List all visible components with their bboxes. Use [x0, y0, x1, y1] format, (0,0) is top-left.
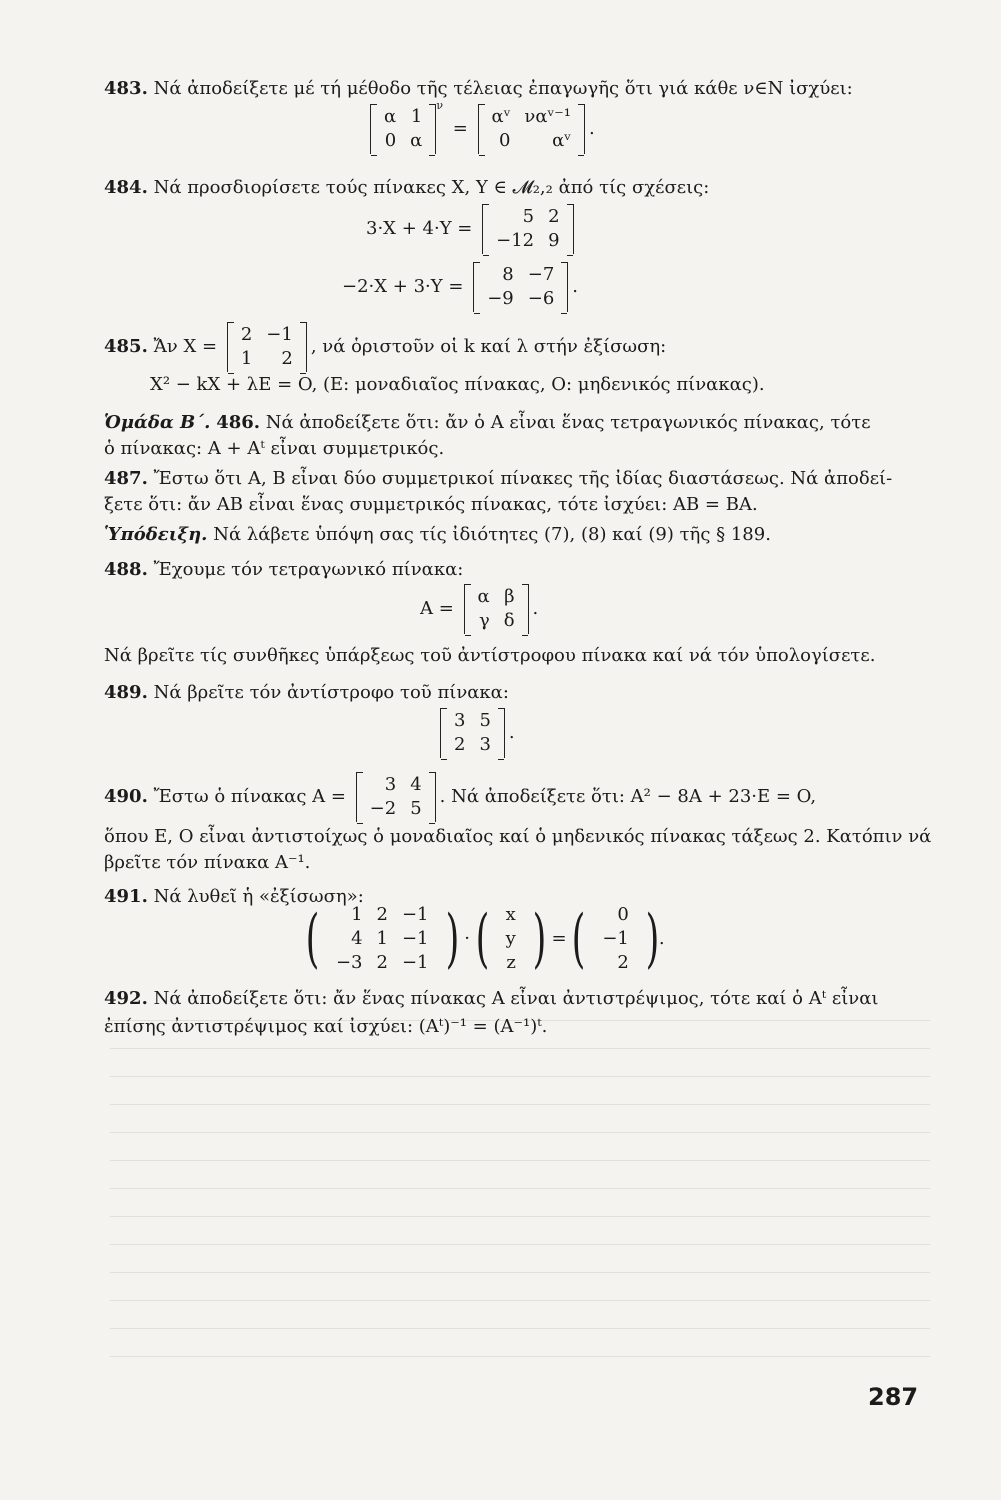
cell: −1: [401, 952, 429, 973]
cell: 2: [376, 904, 388, 925]
cell: 5: [522, 206, 535, 227]
exercise-484: [104, 175, 912, 201]
cell: −7: [527, 264, 555, 285]
hint-text: Νά λάβετε ὑπόψη σας τίς ἰδιότητες (7), (8) καί (9) τῆς § 189.: [213, 524, 771, 545]
equation-488: A = α β γ δ .: [420, 584, 538, 634]
exercise-number: 492.: [104, 988, 148, 1009]
cell: β: [504, 586, 515, 607]
cell: 2: [376, 952, 388, 973]
exercise-485-line2: X² − kX + λE = O, (E: μοναδιαῖος πίνακας, O: μηδενικός πίνακας).: [150, 374, 765, 395]
cell: 0: [384, 130, 397, 151]
cell: −1: [401, 928, 429, 949]
cell: −2: [369, 798, 397, 819]
exercise-text: Ἔχουμε τόν τετραγωνικό πίνακα:: [153, 559, 464, 580]
exercise-text: Νά προσδιορίσετε τούς πίνακες X, Y ∈ 𝓜₂,₂ ἀπό τίς σχέσεις:: [153, 177, 710, 198]
cell: α: [477, 586, 490, 607]
equals-sign: =: [551, 928, 567, 949]
equals-sign: =: [452, 118, 474, 139]
paren-left: (: [571, 902, 586, 976]
exercise-483: [104, 76, 912, 102]
matrix: [323, 902, 442, 976]
hint: [104, 522, 912, 548]
paren-left: (: [475, 902, 490, 976]
cell: 2: [454, 734, 466, 755]
cell: 1: [351, 904, 363, 925]
exercise-text: Ἔστω ὅτι A, B εἶναι δύο συμμετρικοί πίνακες τῆς ἰδίας διαστάσεως. Νά ἀποδεί-: [153, 468, 893, 489]
show-through-text: [110, 1020, 930, 1380]
equation-484-1: [366, 204, 578, 254]
dot-operator: ·: [464, 928, 470, 949]
exercise-487: [104, 466, 912, 492]
exercise-text: Νά ἀποδείξετε μέ τή μέθοδο τῆς τέλειας ἐπαγωγῆς ὅτι γιά κάθε ν∈N ἰσχύει:: [153, 78, 853, 99]
exercise-number: 487.: [104, 468, 148, 489]
exercise-number: 483.: [104, 78, 148, 99]
cell: 2: [240, 324, 253, 345]
matrix-lhs: [370, 104, 436, 154]
cell: 5: [479, 710, 491, 731]
cell: 2: [281, 348, 293, 369]
equation-491: ( 1 2 −1 4 1 −1 −3 2 −1 ) · ( x y z ) = ( 0 −1 2 ).: [305, 902, 665, 976]
cell: 0: [617, 904, 629, 925]
exercise-number: 486.: [216, 412, 261, 433]
cell: 8: [502, 264, 514, 285]
cell: 2: [548, 206, 560, 227]
equation-lhs: A =: [420, 598, 454, 619]
exercise-text: Νά βρεῖτε τόν ἀντίστροφο τοῦ πίνακα:: [153, 682, 509, 703]
cell: 1: [376, 928, 388, 949]
exercise-488: [104, 557, 912, 583]
cell: αᵛ: [552, 130, 571, 151]
cell: γ: [478, 610, 490, 631]
cell: α: [410, 130, 423, 151]
exercise-492: [104, 986, 912, 1012]
exercise-text: Ἔστω ὁ πίνακας A =: [153, 786, 346, 807]
exercise-number: 485.: [104, 336, 148, 357]
exercise-492-line2: ἐπίσης ἀντιστρέψιμος καί ἰσχύει: (Aᵗ)⁻¹ = (A⁻¹)ᵗ.: [104, 1016, 548, 1037]
equation-lhs: 3·X + 4·Y =: [366, 218, 473, 239]
cell: 3: [384, 774, 397, 795]
cell: 4: [351, 928, 363, 949]
cell: 1: [240, 348, 253, 369]
exercise-text: , νά ὁριστοῦν οἱ k καί λ στήν ἐξίσωση:: [310, 336, 667, 357]
exercise-488-line2: Νά βρεῖτε τίς συνθῆκες ὑπάρξεως τοῦ ἀντίστροφου πίνακα καί νά τόν ὑπολογίσετε.: [104, 645, 876, 666]
cell: −1: [401, 904, 429, 925]
equation-489: 3 5 2 3 .: [436, 708, 515, 758]
exercise-text: Νά λυθεῖ ἡ «ἐξίσωση»:: [153, 886, 364, 907]
exercise-text: Νά ἀποδείξετε ὅτι: ἄν ἕνας πίνακας A εἶναι ἀντιστρέψιμος, τότε καί ὁ Aᵗ εἶναι: [153, 988, 879, 1009]
exercise-490-line2: ὅπου E, O εἶναι ἀντιστοίχως ὁ μοναδιαῖος καί ὁ μηδενικός πίνακας τάξεως 2. Κατόπιν νά: [104, 826, 932, 847]
group-label: Ὁμάδα Β΄.: [104, 412, 211, 433]
matrix: [440, 708, 505, 758]
cell: −6: [527, 288, 555, 309]
cell: y: [505, 928, 516, 949]
cell: x: [505, 904, 516, 925]
exercise-490-line3: βρεῖτε τόν πίνακα A⁻¹.: [104, 852, 311, 873]
exercise-486-line2: ὁ πίνακας: A + Aᵗ εἶναι συμμετρικός.: [104, 438, 445, 459]
cell: 3: [454, 710, 466, 731]
matrix: [473, 262, 568, 312]
paren-right: ): [645, 902, 660, 976]
exponent: ν: [436, 99, 443, 112]
vector: [493, 902, 529, 976]
page-number: 287: [868, 1383, 919, 1411]
cell: −12: [496, 230, 535, 251]
cell: α: [384, 106, 397, 127]
exercise-text: Ἄν X =: [153, 336, 218, 357]
cell: −3: [335, 952, 363, 973]
cell: 0: [498, 130, 511, 151]
cell: −9: [487, 288, 514, 309]
exercise-number: 488.: [104, 559, 148, 580]
matrix-rhs: [478, 104, 585, 154]
cell: 5: [410, 798, 422, 819]
exercise-490: [104, 772, 816, 822]
cell: −1: [602, 928, 629, 949]
hint-label: Ὑπόδειξη.: [104, 524, 208, 545]
vector: [589, 902, 642, 976]
exercise-number: 491.: [104, 886, 148, 907]
exercise-489: [104, 680, 912, 706]
cell: 2: [617, 952, 629, 973]
matrix: [464, 584, 529, 634]
exercise-number: 484.: [104, 177, 148, 198]
cell: αᵛ: [491, 106, 511, 127]
equation-483: α 1 0 α $^\nu$ = αᵛ ναᵛ⁻¹ 0 αᵛ .: [366, 104, 595, 154]
paren-right: ): [445, 902, 459, 976]
cell: 1: [410, 106, 423, 127]
cell: 3: [479, 734, 491, 755]
cell: δ: [503, 610, 515, 631]
equation-lhs: −2·X + 3·Y =: [342, 276, 464, 297]
exercise-487-line2: ξετε ὅτι: ἄν AB εἶναι ἕνας συμμετρικός πίνακας, τότε ἰσχύει: AB = BA.: [104, 494, 758, 515]
exercise-number: 490.: [104, 786, 148, 807]
exercise-486: [104, 410, 912, 436]
exercise-text: . Νά ἀποδείξετε ὅτι: A² − 8A + 23·E = O,: [439, 786, 817, 807]
cell: 9: [548, 230, 560, 251]
exercise-485: [104, 322, 666, 372]
exercise-number: 489.: [104, 682, 148, 703]
exercise-text: Νά ἀποδείξετε ὅτι: ἄν ὁ A εἶναι ἕνας τετραγωνικός πίνακας, τότε: [265, 412, 871, 433]
cell: z: [506, 952, 516, 973]
equation-484-2: −2·X + 3·Y = 8 −7 −9 −6 .: [342, 262, 578, 312]
matrix: [227, 322, 307, 372]
cell: ναᵛ⁻¹: [524, 106, 571, 127]
matrix: [356, 772, 436, 822]
cell: −1: [266, 324, 293, 345]
paren-left: (: [305, 902, 320, 976]
paren-right: ): [532, 902, 547, 976]
cell: 4: [410, 774, 422, 795]
matrix: [482, 204, 573, 254]
